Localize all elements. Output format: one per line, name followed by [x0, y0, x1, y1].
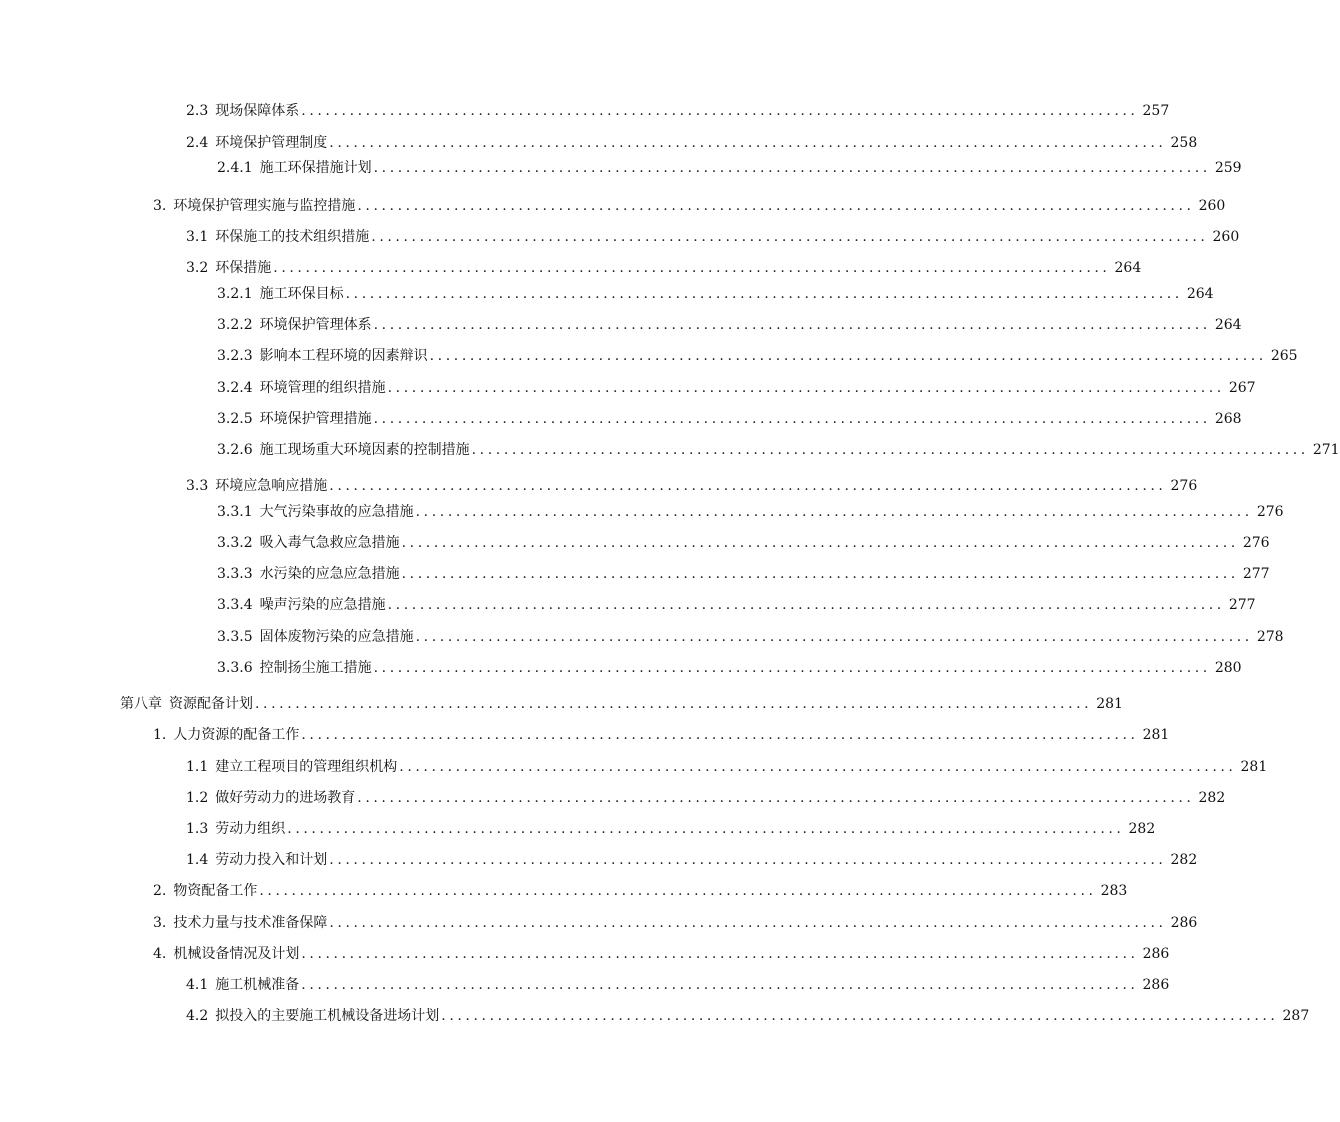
toc-number: 3.2.1	[217, 286, 253, 302]
toc-entry-3-3-1[interactable]	[217, 502, 1284, 522]
toc-page-number: 264	[1114, 260, 1142, 276]
toc-page-number: 268	[1214, 411, 1242, 427]
toc-title: 施工环保目标	[259, 286, 344, 302]
toc-leader-dots: ........................................................................................................	[345, 286, 1183, 302]
toc-leader-dots: ........................................................................................................	[357, 198, 1195, 214]
toc-number: 3.2.2	[217, 317, 253, 333]
toc-number: 3.	[153, 198, 167, 214]
toc-page-number: 286	[1170, 915, 1198, 931]
toc-page-number: 264	[1214, 317, 1242, 333]
toc-entry-1-2[interactable]	[186, 788, 1226, 808]
toc-entry-3-2-6[interactable]	[217, 440, 1340, 460]
toc-title: 现场保障体系	[215, 103, 300, 119]
toc-leader-dots: ........................................................................................................	[329, 852, 1167, 868]
toc-page-number: 277	[1228, 597, 1256, 613]
toc-page-number: 258	[1170, 135, 1198, 151]
toc-leader-dots: ........................................................................................................	[371, 229, 1209, 245]
toc-number: 4.2	[186, 1008, 209, 1024]
toc-number: 3.3.3	[217, 566, 253, 582]
toc-page-number: 281	[1096, 696, 1123, 712]
toc-number: 2.4.1	[217, 160, 253, 176]
toc-entry-chapter-8[interactable]	[120, 694, 1123, 714]
toc-entry-4-1[interactable]	[186, 975, 1170, 995]
toc-entry-3-3-6[interactable]	[217, 658, 1242, 678]
toc-title: 拟投入的主要施工机械设备进场计划	[215, 1008, 440, 1024]
toc-entry-2-3[interactable]	[186, 101, 1170, 121]
toc-entry-3-2-2[interactable]	[217, 315, 1242, 335]
toc-entry-3-2-4[interactable]	[217, 378, 1256, 398]
toc-title: 水污染的应急应急措施	[259, 566, 400, 582]
toc-page-number: 276	[1170, 478, 1198, 494]
toc-leader-dots: ........................................................................................................	[287, 821, 1125, 837]
toc-number: 3.3.1	[217, 504, 253, 520]
toc-number: 4.	[153, 946, 167, 962]
toc-number: 1.1	[186, 759, 209, 775]
toc-entry-3-2-5[interactable]	[217, 409, 1242, 429]
toc-title: 环境保护管理措施	[259, 411, 372, 427]
toc-number: 3.2.3	[217, 348, 253, 364]
toc-leader-dots: ........................................................................................................	[441, 1008, 1279, 1024]
toc-title: 施工现场重大环境因素的控制措施	[259, 442, 470, 458]
toc-entry-3-3-5[interactable]	[217, 627, 1284, 647]
toc-title: 物资配备工作	[173, 883, 258, 899]
toc-title: 资源配备计划	[169, 696, 253, 712]
toc-title: 人力资源的配备工作	[173, 727, 300, 743]
toc-number: 1.	[153, 727, 167, 743]
toc-page-number: 277	[1242, 566, 1270, 582]
toc-title: 固体废物污染的应急措施	[259, 629, 414, 645]
toc-page-number: 260	[1212, 229, 1240, 245]
toc-leader-dots: ........................................................................................................	[387, 380, 1225, 396]
toc-title: 环境保护管理体系	[259, 317, 372, 333]
toc-leader-dots: ........................................................................................................	[471, 442, 1309, 458]
toc-number: 1.2	[186, 790, 209, 806]
toc-leader-dots: ........................................................................................................	[329, 478, 1167, 494]
toc-page-number: 278	[1256, 629, 1284, 645]
toc-leader-dots: ........................................................................................................	[301, 727, 1139, 743]
toc-entry-1[interactable]	[153, 725, 1170, 745]
toc-entry-3-2-1[interactable]	[217, 284, 1214, 304]
toc-page-number: 283	[1100, 883, 1128, 899]
toc-title: 机械设备情况及计划	[173, 946, 300, 962]
toc-number: 3.3.2	[217, 535, 253, 551]
toc-leader-dots: ........................................................................................................	[373, 411, 1211, 427]
toc-title: 劳动力投入和计划	[215, 852, 328, 868]
toc-page-number: 276	[1256, 504, 1284, 520]
toc-title: 环保施工的技术组织措施	[215, 229, 370, 245]
toc-number: 2.4	[186, 135, 209, 151]
toc-title: 大气污染事故的应急措施	[259, 504, 414, 520]
toc-leader-dots: ........................................................................................................	[399, 759, 1237, 775]
toc-leader-dots: ........................................................................................................	[329, 915, 1167, 931]
toc-page-number: 259	[1214, 160, 1242, 176]
toc-number: 3.2.4	[217, 380, 253, 396]
toc-title: 环境应急响应措施	[215, 478, 328, 494]
toc-number: 2.	[153, 883, 167, 899]
toc-number: 3.3.6	[217, 660, 253, 676]
toc-entry-2-4-1[interactable]	[217, 158, 1242, 178]
toc-number: 3.2.5	[217, 411, 253, 427]
toc-leader-dots: ........................................................................................................	[373, 317, 1211, 333]
toc-number: 1.4	[186, 852, 209, 868]
toc-title: 做好劳动力的进场教育	[215, 790, 356, 806]
toc-number: 3.3.4	[217, 597, 253, 613]
toc-entry-3-3-4[interactable]	[217, 595, 1256, 615]
toc-title: 施工环保措施计划	[259, 160, 372, 176]
toc-page-number: 280	[1214, 660, 1242, 676]
toc-number: 3.2.6	[217, 442, 253, 458]
toc-number: 3.1	[186, 229, 209, 245]
toc-title: 吸入毒气急救应急措施	[259, 535, 400, 551]
toc-entry-3-3-2[interactable]	[217, 533, 1270, 553]
toc-page-number: 276	[1242, 535, 1270, 551]
toc-title: 环境管理的组织措施	[259, 380, 386, 396]
toc-page-number: 257	[1142, 103, 1170, 119]
toc-entry-4-2[interactable]	[186, 1006, 1310, 1026]
toc-page-number: 260	[1198, 198, 1226, 214]
toc-leader-dots: ........................................................................................................	[255, 696, 1093, 712]
toc-number: 4.1	[186, 977, 209, 993]
toc-entry-2-4[interactable]	[186, 133, 1198, 153]
toc-leader-dots: ........................................................................................................	[259, 883, 1097, 899]
toc-page-number: 282	[1198, 790, 1226, 806]
toc-number: 3.2	[186, 260, 209, 276]
toc-entry-1-4[interactable]	[186, 850, 1198, 870]
toc-page-number: 271	[1312, 442, 1340, 458]
toc-leader-dots: ........................................................................................................	[301, 977, 1139, 993]
toc-entry-3-resource[interactable]	[153, 913, 1198, 933]
toc-leader-dots: ........................................................................................................	[401, 535, 1239, 551]
toc-number: 3.	[153, 915, 167, 931]
toc-number: 2.3	[186, 103, 209, 119]
toc-entry-1-1[interactable]	[186, 757, 1268, 777]
toc-entry-3[interactable]	[153, 196, 1226, 216]
toc-entry-3-3-3[interactable]	[217, 564, 1270, 584]
toc-page-number: 282	[1170, 852, 1198, 868]
toc-leader-dots: ........................................................................................................	[373, 160, 1211, 176]
toc-page-number: 281	[1240, 759, 1268, 775]
toc-title: 环境保护管理制度	[215, 135, 328, 151]
toc-title: 环境保护管理实施与监控措施	[173, 198, 356, 214]
toc-page-number: 281	[1142, 727, 1170, 743]
toc-title: 控制扬尘施工措施	[259, 660, 372, 676]
toc-title: 建立工程项目的管理组织机构	[215, 759, 398, 775]
toc-entry-1-3[interactable]	[186, 819, 1156, 839]
toc-number: 第八章	[120, 696, 162, 712]
toc-leader-dots: ........................................................................................................	[415, 504, 1253, 520]
toc-entry-3-1[interactable]	[186, 227, 1240, 247]
toc-title: 噪声污染的应急措施	[259, 597, 386, 613]
toc-title: 影响本工程环境的因素辩识	[259, 348, 428, 364]
toc-leader-dots: ........................................................................................................	[373, 660, 1211, 676]
toc-entry-2[interactable]	[153, 881, 1128, 901]
toc-leader-dots: ........................................................................................................	[415, 629, 1253, 645]
toc-entry-3-2-3[interactable]	[217, 346, 1298, 366]
toc-page-number: 265	[1270, 348, 1298, 364]
toc-title: 施工机械准备	[215, 977, 300, 993]
toc-page-number: 264	[1186, 286, 1214, 302]
toc-entry-4[interactable]	[153, 944, 1170, 964]
toc-leader-dots: ........................................................................................................	[273, 260, 1111, 276]
toc-page-number: 286	[1142, 977, 1170, 993]
toc-entry-3-3[interactable]	[186, 476, 1198, 496]
toc-entry-3-2[interactable]	[186, 258, 1142, 278]
toc-leader-dots: ........................................................................................................	[357, 790, 1195, 806]
toc-number: 1.3	[186, 821, 209, 837]
toc-leader-dots: ........................................................................................................	[387, 597, 1225, 613]
toc-page-number: 287	[1282, 1008, 1310, 1024]
toc-page-number: 282	[1128, 821, 1156, 837]
toc-leader-dots: ........................................................................................................	[301, 103, 1139, 119]
toc-leader-dots: ........................................................................................................	[401, 566, 1239, 582]
toc-title: 技术力量与技术准备保障	[173, 915, 328, 931]
toc-title: 环保措施	[215, 260, 272, 276]
toc-page-number: 286	[1142, 946, 1170, 962]
toc-leader-dots: ........................................................................................................	[429, 348, 1267, 364]
toc-leader-dots: ........................................................................................................	[329, 135, 1167, 151]
toc-page-number: 267	[1228, 380, 1256, 396]
toc-leader-dots: ........................................................................................................	[301, 946, 1139, 962]
toc-number: 3.3.5	[217, 629, 253, 645]
toc-title: 劳动力组织	[215, 821, 286, 837]
toc-number: 3.3	[186, 478, 209, 494]
